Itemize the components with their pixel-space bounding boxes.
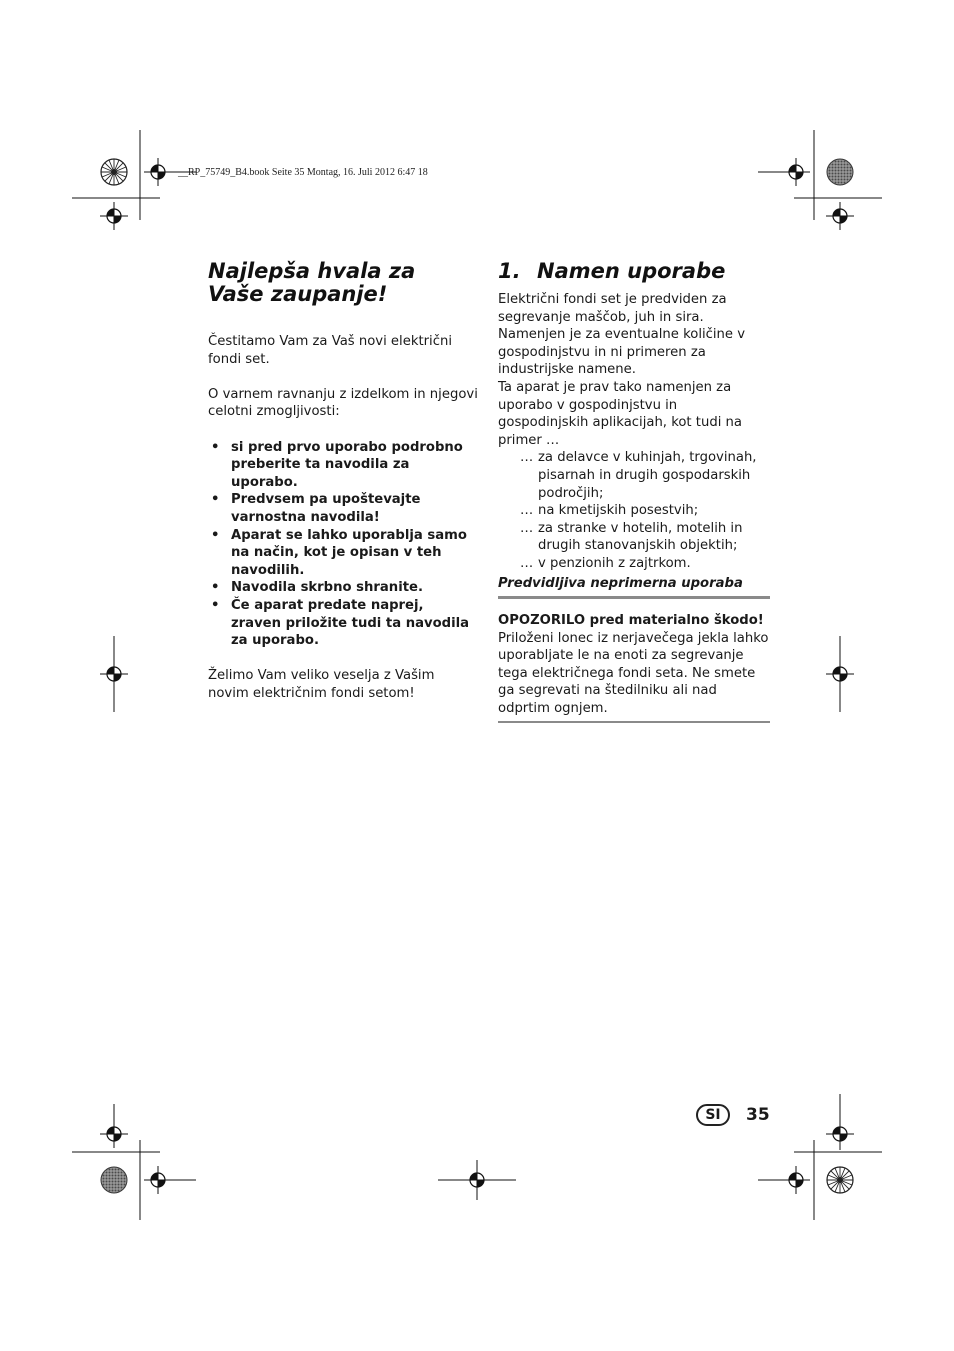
- list-item: • Aparat se lahko uporablja samo na način, kot je opisan v teh navodilih.: [208, 527, 478, 580]
- section-number: 1.: [498, 259, 521, 283]
- section-title: Namen uporabe: [537, 259, 726, 283]
- usage-paragraph: Ta aparat je prav tako namenjen za uporabo v gospodinjstvu in gospodinjskih aplikacijah, kot tudi na primer …: [498, 379, 742, 448]
- ellipsis-marker: …: [520, 555, 534, 571]
- ellipsis-marker: …: [520, 503, 534, 519]
- closing-paragraph: Želimo Vam veliko veselja z Vašim novim električnim fondi setom!: [208, 668, 435, 701]
- left-column: [208, 258, 478, 702]
- page-title: Najlepša hvala za Vaše zaupanje!: [208, 259, 416, 306]
- instruction-list: [208, 439, 478, 650]
- warning-title: OPOZORILO pred materialno škodo!: [498, 613, 764, 629]
- intro-paragraph: Čestitamo Vam za Vaš novi električni fondi set.: [208, 334, 452, 367]
- language-badge: SI: [696, 1104, 730, 1126]
- purpose-paragraph: Električni fondi set je predviden za segrevanje maščob, juh in sira. Namenjen je za eventualne količine v gospodinjstvu in ni primeren za industrijske namene.: [498, 292, 746, 378]
- list-item: … za delavce v kuhinjah, trgovinah, pisarnah in drugih gospodarskih področjih;: [520, 450, 757, 501]
- list-item: … za stranke v hotelih, motelih in drugih stanovanjskih objektih;: [520, 520, 743, 554]
- ellipsis-marker: …: [520, 450, 534, 466]
- misuse-subheading: Predvidljiva neprimerna uporaba: [498, 575, 770, 600]
- section-heading: [498, 260, 770, 283]
- list-item: • Če aparat predate naprej, zraven priložite tudi ta navodila za uporabo.: [208, 597, 478, 650]
- list-item: … v penzionih z zajtrkom.: [520, 555, 691, 571]
- right-column: [498, 258, 770, 723]
- safety-prompt: O varnem ravnanju z izdelkom in njegovi celotni zmogljivosti:: [208, 386, 478, 420]
- list-item: • Navodila skrbno shranite.: [208, 579, 478, 597]
- list-item: • si pred prvo uporabo podrobno preberite ta navodila za uporabo.: [208, 439, 478, 492]
- warning-text: Priloženi lonec iz nerjavečega jekla lahko uporabljate le na enoti za segrevanje tega električnega fondi seta. Ne smete ga segrevati na štedilniku ali nad odprtim ognjem.: [498, 630, 770, 723]
- page-number: 35: [746, 1105, 770, 1125]
- list-item: • Predvsem pa upoštevajte varnostna navodila!: [208, 491, 478, 526]
- list-item: … na kmetijskih posestvih;: [520, 503, 699, 519]
- usage-list: [498, 449, 770, 572]
- print-file-info: __RP_75749_B4.book Seite 35 Montag, 16. Juli 2012 6:47 18: [178, 167, 428, 178]
- ellipsis-marker: …: [520, 520, 534, 536]
